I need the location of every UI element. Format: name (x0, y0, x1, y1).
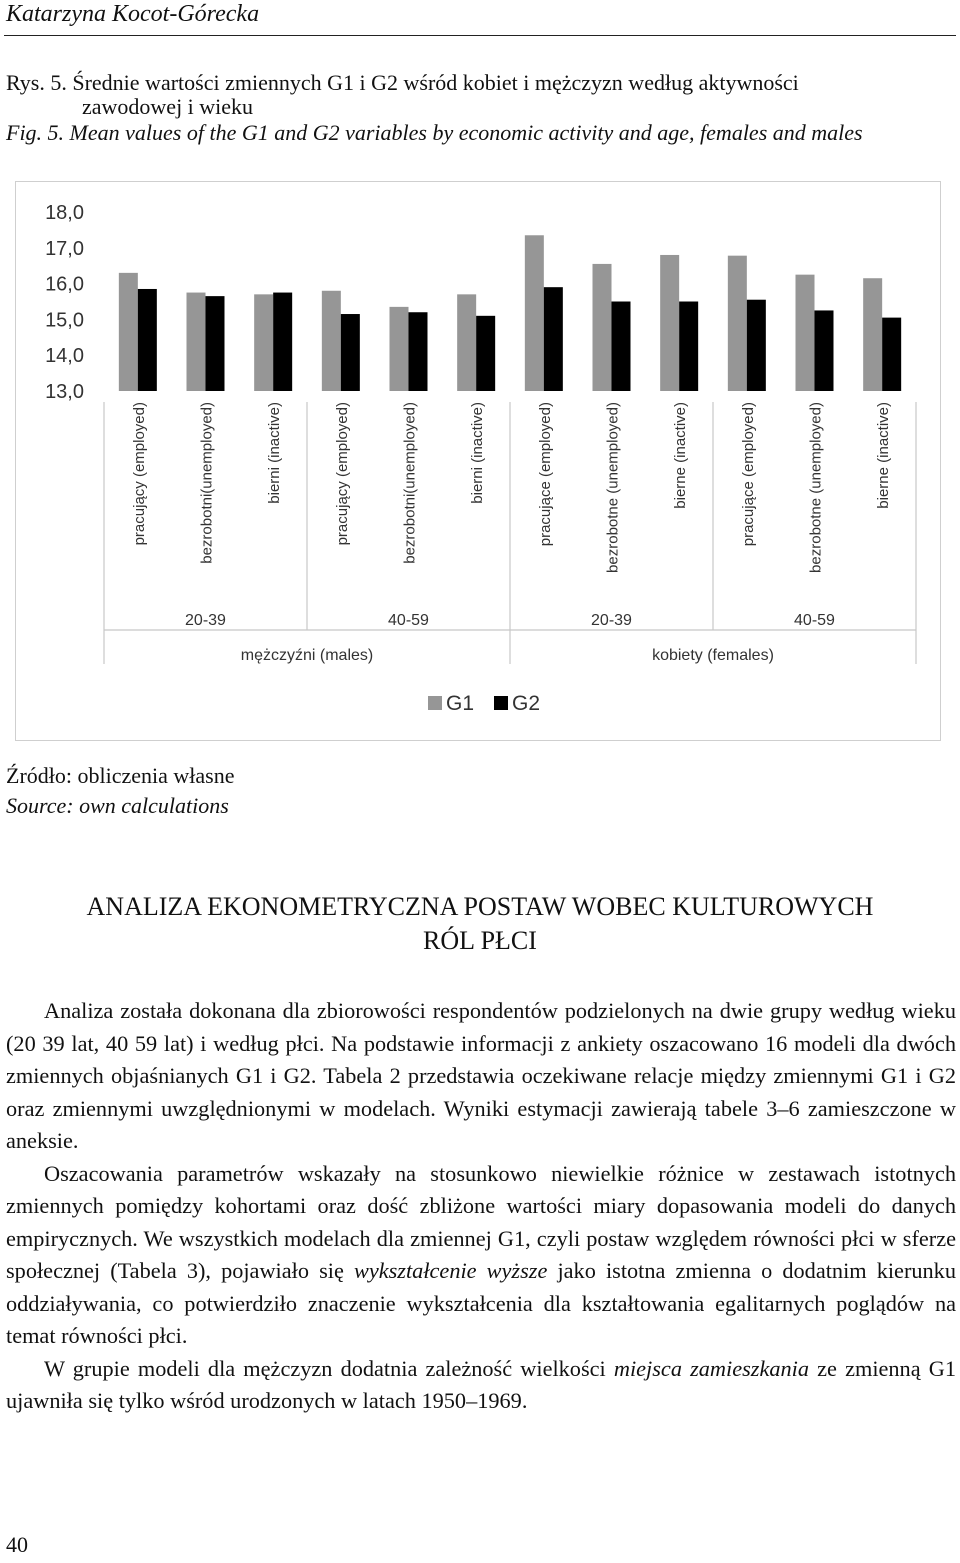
paragraph-3 (6, 1353, 956, 1418)
age-group-label: 40-59 (794, 612, 835, 629)
section-title (0, 890, 960, 958)
bar-g1 (525, 235, 544, 391)
bar-chart (16, 182, 942, 742)
bar-g2 (882, 318, 901, 391)
section-title-line-2: RÓL PŁCI (423, 926, 537, 955)
y-tick-label: 16,0 (45, 273, 84, 296)
bar-g1 (322, 291, 341, 391)
x-category-label: bezrobotne (unemployed) (807, 402, 825, 573)
bar-g1 (457, 294, 476, 391)
y-tick-label: 14,0 (45, 345, 84, 368)
y-tick-label: 18,0 (45, 202, 84, 224)
page-number: 40 (6, 1532, 28, 1557)
x-category-label: bierni (inactive) (469, 402, 487, 504)
figure-caption-pl: Rys. 5. Średnie wartości zmiennych G1 i G2 wśród kobiet i mężczyzn według aktywności (6, 70, 799, 95)
legend-swatch-g2 (494, 696, 508, 710)
x-category-label: bezrobotne (unemployed) (604, 402, 622, 573)
sex-group-label: mężczyźni (males) (240, 647, 374, 664)
legend-label-g2: G2 (512, 692, 541, 715)
x-category-label: bierne (inactive) (875, 402, 893, 509)
legend-label-g1: G1 (446, 692, 475, 715)
y-tick-label: 13,0 (45, 381, 84, 403)
body-text (6, 995, 956, 1418)
source-note-pl: Źródło: obliczenia własne (6, 763, 235, 788)
bar-g2 (341, 314, 360, 391)
x-category-label: pracujące (employed) (536, 402, 554, 547)
paragraph-2-text-b: jako istotna zmienna o dodatnim kierunku oddziaływania, co potwierdziło znaczenie wykształcenia dla kształtowania egalitarnych poglądów na temat równości płci. (6, 1258, 956, 1348)
y-tick-label: 15,0 (45, 309, 84, 332)
x-category-label: bezrobotni(unemployed) (401, 402, 419, 564)
paragraph-2-text-a: Oszacowania parametrów wskazały na stosunkowo niewielkie różnice w zestawach istotnych zmiennych pomiędzy kohortami oraz dość zbliżone wartości miary dopasowania modeli do danych empirycznych. We wszystkich modelach dla zmiennej G1, czyli postaw względem równości płci w sferze społecznej (Tabela 3), pojawiało się (6, 1160, 956, 1283)
figure-caption-en: Fig. 5. Mean values of the G1 and G2 variables by economic activity and age, females and males (6, 120, 863, 145)
bar-g2 (206, 296, 225, 391)
paragraph-2 (6, 1158, 956, 1353)
paragraph-3-emphasis: miejsca zamieszkania (613, 1355, 810, 1381)
x-category-label: pracujący (employed) (130, 402, 148, 546)
bar-g1 (119, 273, 138, 391)
age-group-label: 20-39 (185, 612, 226, 629)
y-tick-label: 17,0 (45, 237, 84, 260)
section-title-line-1: ANALIZA EKONOMETRYCZNA POSTAW WOBEC KULTUROWYCH (86, 892, 874, 921)
paragraph-1: Analiza została dokonana dla zbiorowości respondentów podzielonych na dwie grupy według wieku (20 39 lat, 40 59 lat) i według płci. Na podstawie informacji z ankiety oszacowano 16 modeli dla dwóch zmiennych objaśnianych G1 i G2. Tabela 2 przedstawia oczekiwane relacje między zmiennymi G1 i G2 oraz zmiennymi uwzględnionymi w modelach. Wyniki estymacji zawierają tabele 3–6 zamieszczone w aneksie. (6, 998, 956, 1153)
paragraph-3-text-a: W grupie modeli dla mężczyzn dodatnia zależność wielkości (44, 1355, 614, 1381)
bar-g2 (138, 289, 157, 391)
legend-swatch-g1 (428, 696, 442, 710)
bar-g2 (476, 316, 495, 391)
bar-g2 (815, 310, 834, 391)
header-rule (4, 35, 956, 36)
bar-g1 (187, 293, 206, 391)
x-category-label: bierne (inactive) (672, 402, 690, 509)
sex-group-label: kobiety (females) (652, 647, 774, 664)
bar-g1 (796, 275, 815, 391)
bar-g2 (747, 300, 766, 391)
age-group-label: 40-59 (388, 612, 429, 629)
source-note-en: Source: own calculations (6, 793, 229, 818)
bar-g2 (679, 302, 698, 392)
paragraph-3-text-b: ze zmienną G1 ujawniła się tylko wśród urodzonych w latach 1950–1969. (6, 1355, 956, 1413)
bar-g1 (728, 256, 747, 391)
x-category-label: bezrobotni(unemployed) (198, 402, 216, 564)
chart-frame (15, 181, 941, 741)
bar-g1 (254, 294, 273, 391)
bar-g1 (390, 307, 409, 391)
x-category-label: pracujący (employed) (333, 402, 351, 546)
bar-g1 (593, 264, 612, 391)
bar-g2 (612, 302, 631, 392)
bar-g2 (273, 293, 292, 391)
bar-g2 (544, 287, 563, 391)
running-head: Katarzyna Kocot-Górecka (6, 1, 260, 27)
bar-g2 (409, 312, 428, 391)
figure-caption-pl-cont: zawodowej i wieku (82, 94, 254, 119)
bar-g1 (863, 278, 882, 391)
paragraph-2-emphasis: wykształcenie wyższe (353, 1258, 548, 1283)
x-category-label: bierni (inactive) (266, 402, 284, 504)
age-group-label: 20-39 (591, 612, 632, 629)
bar-g1 (660, 255, 679, 391)
x-category-label: pracujące (employed) (739, 402, 757, 547)
